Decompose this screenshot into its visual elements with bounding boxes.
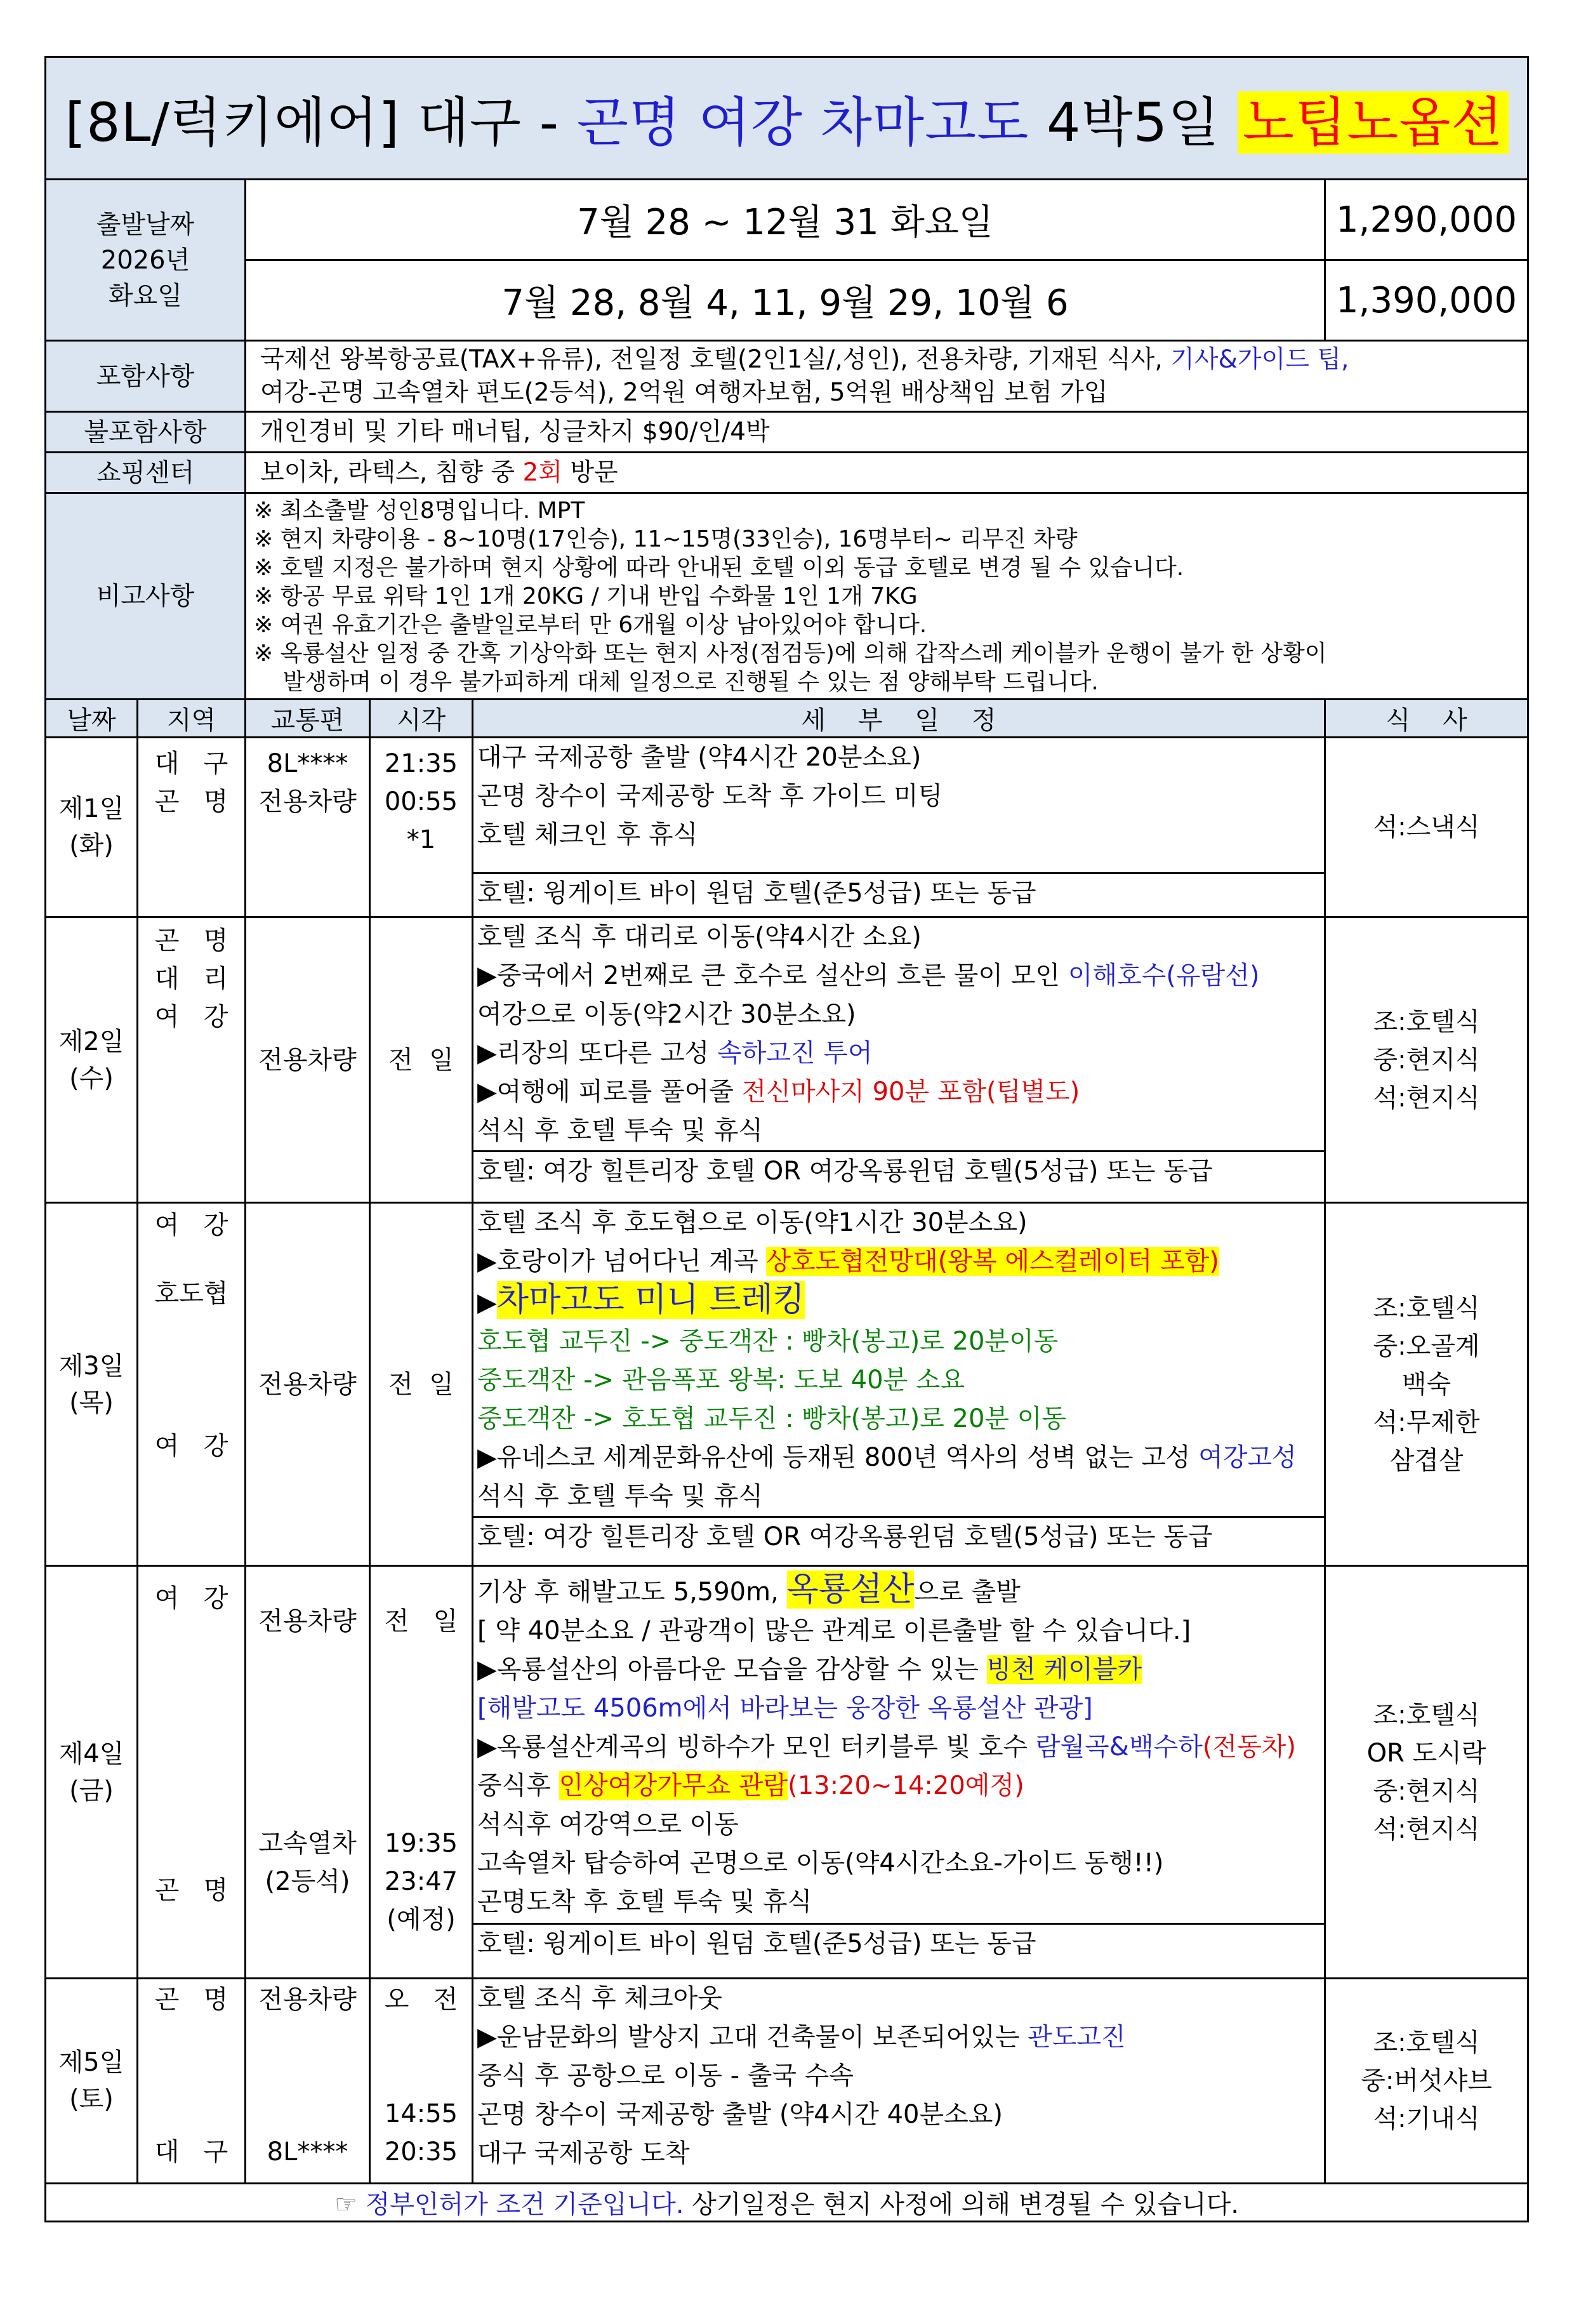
highlight-place: 속하고진 투어 [717, 1039, 873, 1068]
schedule-text: ▶옥룡설산의 아름다운 모습을 감상할 수 있는 [477, 1655, 987, 1684]
day-transport [246, 1979, 370, 2184]
header-time: 시각 [370, 700, 473, 738]
schedule-line: 대구 국제공항 도착 [477, 2139, 690, 2168]
day-meals [1325, 917, 1528, 1203]
title-prefix: [8L/럭키에어] 대구 - [65, 91, 577, 154]
flight: 8L**** [267, 749, 348, 778]
excluded-text: 개인경비 및 기타 매너팁, 싱글차지 $90/인/4박 [246, 412, 1528, 453]
meal: 조:호텔식 [1373, 1293, 1480, 1323]
day-label [46, 917, 138, 1203]
departure-label-line: 화요일 [109, 281, 182, 310]
day-row [46, 1979, 1528, 2184]
schedule-text: ▶리장의 또다른 고성 [477, 1039, 718, 1068]
highlight-mountain: 옥룡설산 [786, 1570, 915, 1609]
transport: 전용차량 [258, 787, 357, 816]
day-label [46, 1566, 138, 1979]
day-schedule [473, 1566, 1325, 1979]
schedule-line [473, 1073, 1324, 1112]
day-weekday: (토) [69, 2085, 114, 2114]
schedule-line: 대구 국제공항 출발 (약4시간 20분소요) [477, 743, 922, 772]
day-transport: 전용차량 [246, 1203, 370, 1566]
time: 20:35 [384, 2137, 458, 2167]
day-meals [1325, 738, 1528, 917]
day-meals [1325, 1566, 1528, 1979]
day-row [46, 738, 1528, 917]
day-row [46, 1203, 1528, 1566]
highlight-massage: 전신마사지 90분 포함(팁별도) [741, 1077, 1080, 1106]
remark-line: ※ 옥룡설산 일정 중 간혹 기상악화 또는 현지 사정(점검등)에 의해 갑작스레 케이블카 운행이 불가 한 상황이 [254, 640, 1327, 667]
schedule-text: ▶중국에서 2번째로 큰 호수로 설산의 흐른 물이 모인 [477, 961, 1068, 990]
time: (예정) [387, 1905, 456, 1934]
meal: 석:기내식 [1373, 2104, 1480, 2134]
shopping-text-a: 보이차, 라텍스, 침향 중 [260, 458, 523, 487]
day-weekday: (목) [69, 1388, 114, 1418]
footer-approval: 정부인허가 조건 기준입니다. [357, 2190, 684, 2219]
day-meals [1325, 1979, 1528, 2184]
highlight-trekking: 차마고도 미니 트레킹 [496, 1281, 805, 1319]
schedule-line: 고속열차 탑승하여 곤명으로 이동(약4시간소요-가이드 동행!!) [477, 1849, 1164, 1878]
meal: 삼겹살 [1389, 1445, 1464, 1475]
remark-line: ※ 여권 유효기간은 출발일로부터 만 6개월 이상 남아있어야 합니다. [254, 611, 927, 638]
schedule-line: 여강으로 이동(약2시간 30분소요) [477, 1000, 856, 1029]
departure-label [46, 180, 246, 341]
schedule-line: 호텔 조식 후 호도협으로 이동(약1시간 30분소요) [477, 1208, 1028, 1237]
region: 여 강 [154, 1584, 228, 1613]
meal: 중:버섯샤브 [1361, 2066, 1492, 2095]
price-2: 1,390,000 [1325, 260, 1528, 341]
remark-line: ※ 최소출발 성인8명입니다. MPT [254, 497, 585, 524]
included-line: 국제선 왕복항공료(TAX+유류), 전일정 호텔(2인1실/,성인), 전용차량, 기재된 식사, [260, 345, 1171, 374]
show-time: (13:20~14:20예정) [788, 1771, 1024, 1800]
schedule-line: 중식 후 공항으로 이동 - 출국 수속 [477, 2061, 854, 2090]
day-meals [1325, 1203, 1528, 1566]
highlight-place: 여강고성 [1198, 1443, 1297, 1472]
itinerary-sheet [44, 56, 1527, 2222]
schedule-line [473, 1281, 1324, 1322]
day-transport [246, 738, 370, 917]
departure-dates-1: 7월 28 ~ 12월 31 화요일 [246, 180, 1325, 260]
meal: 중:현지식 [1373, 1045, 1480, 1075]
included-text [246, 341, 1528, 412]
departure-label-line: 출발날짜 [96, 209, 195, 239]
meal: 백숙 [1401, 1369, 1452, 1399]
region: 대 구 [154, 2137, 228, 2167]
day-label [46, 738, 138, 917]
day-times [370, 1979, 473, 2184]
remark-line: ※ 호텔 지정은 불가하며 현지 상황에 따라 안내된 호텔 이외 동급 호텔로 변경 될 수 있습니다. [254, 554, 1184, 581]
schedule-text: 중식후 [477, 1771, 559, 1800]
day-weekday: (금) [69, 1776, 114, 1805]
highlight-show: 인상여강가무쇼 관람 [559, 1771, 788, 1800]
region: 여 강 [154, 1431, 228, 1461]
day-schedule [473, 1979, 1325, 2184]
included-label: 포함사항 [46, 341, 246, 412]
day-label [46, 1979, 138, 2184]
flight: 8L**** [267, 2137, 348, 2167]
region: 호도협 [154, 1279, 228, 1308]
highlight-place: 관도고진 [1028, 2022, 1126, 2052]
hotel-line: 호텔: 윙게이트 바이 원덤 호텔(준5성급) 또는 동급 [473, 1923, 1324, 1963]
meal: 조:호텔식 [1373, 1007, 1480, 1037]
pointing-hand-icon: ☞ [334, 2190, 357, 2219]
included-tip: 기사&가이드 팁, [1170, 345, 1349, 374]
day-label [46, 1203, 138, 1566]
day-number: 제2일 [58, 1026, 124, 1056]
day-schedule [473, 1203, 1325, 1566]
transport: 전용차량 [258, 1985, 357, 2014]
day-number: 제3일 [58, 1351, 124, 1381]
schedule-text: ▶운남문화의 발상지 고대 건축물이 보존되어있는 [477, 2022, 1028, 2052]
trek-step: 호도협 교두진 -> 중도객잔 : 빵차(봉고)로 20분이동 [477, 1327, 1059, 1356]
region: 대 리 [154, 964, 228, 993]
meal: 석:현지식 [1373, 1083, 1480, 1113]
trek-step: 중도객잔 -> 관음폭포 왕복: 도보 40분 소요 [477, 1365, 965, 1395]
time: 23:47 [384, 1867, 458, 1896]
highlight-transport: (전동차) [1202, 1732, 1297, 1762]
day-time: 전 일 [370, 917, 473, 1203]
time: 21:35 [384, 749, 458, 778]
transport: 전용차량 [258, 1607, 357, 1636]
meal: 중:현지식 [1373, 1776, 1480, 1806]
title-badge: 노팁노옵션 [1238, 91, 1509, 154]
shopping-text [246, 453, 1528, 493]
schedule-text: ▶호랑이가 넘어다닌 계곡 [477, 1247, 767, 1276]
remark-line: 발생하며 이 경우 불가피하게 대체 일정으로 진행될 수 있는 점 양해부탁 드립니다. [254, 668, 1099, 695]
day-transport [246, 1566, 370, 1979]
time: 14:55 [384, 2099, 458, 2128]
day-number: 제1일 [58, 794, 124, 823]
highlight-place: 람월곡&백수하 [1035, 1732, 1203, 1762]
time: *1 [406, 825, 436, 854]
remarks-text [246, 493, 1528, 700]
schedule-line [473, 1728, 1324, 1767]
day-number: 제5일 [58, 2048, 124, 2077]
meal: 석:무제한 [1373, 1407, 1480, 1437]
region: 곤 명 [154, 1985, 228, 2014]
schedule-line: [ 약 40분소요 / 관광객이 많은 관계로 이른출발 할 수 있습니다.] [477, 1616, 1191, 1645]
day-times [370, 1566, 473, 1979]
meal: 석:현지식 [1373, 1814, 1480, 1844]
day-regions [138, 1979, 246, 2184]
day-weekday: (수) [69, 1063, 114, 1093]
day-regions [138, 1566, 246, 1979]
day-row [46, 1566, 1528, 1979]
meal: 중:오골계 [1373, 1331, 1480, 1361]
day-time: 전 일 [370, 1203, 473, 1566]
included-line: 여강-곤명 고속열차 편도(2등석), 2억원 여행자보험, 5억원 배상책임 보험 가입 [260, 378, 1108, 407]
header-date: 날짜 [46, 700, 138, 738]
transport: 고속열차 [258, 1829, 357, 1858]
schedule-line: 곤명도착 후 호텔 투숙 및 휴식 [477, 1887, 812, 1916]
hotel-line: 호텔: 여강 힐튼리장 호텔 OR 여강옥룡윈덤 호텔(5성급) 또는 동급 [473, 1516, 1324, 1557]
meal: 조:호텔식 [1373, 2028, 1480, 2057]
price-1: 1,290,000 [1325, 180, 1528, 260]
header-schedule: 세 부 일 정 [473, 700, 1325, 738]
schedule-line [473, 1767, 1324, 1805]
remark-line: ※ 현지 차량이용 - 8~10명(17인승), 11~15명(33인승), 16명부터~ 리무진 차량 [254, 526, 1078, 552]
day-transport: 전용차량 [246, 917, 370, 1203]
day-regions [138, 1203, 246, 1566]
day-regions [138, 738, 246, 917]
schedule-header [46, 700, 1528, 738]
schedule-line [473, 1034, 1324, 1073]
header-region: 지역 [138, 700, 246, 738]
schedule-text: 기상 후 해발고도 5,590m, [477, 1577, 787, 1607]
highlight-place: 이해호수(유람선) [1068, 961, 1260, 990]
meal: 석:스낵식 [1373, 813, 1480, 842]
shopping-text-c: 방문 [562, 458, 618, 487]
title-route: 곤명 여강 차마고도 [576, 91, 1029, 154]
departure-dates-2: 7월 28, 8월 4, 11, 9월 29, 10월 6 [246, 260, 1325, 341]
schedule-text: ▶옥룡설산계곡의 빙하수가 모인 터키블루 빛 호수 [477, 1732, 1036, 1762]
meal: OR 도시락 [1366, 1738, 1486, 1768]
region: 여 강 [154, 1211, 228, 1240]
region: 여 강 [154, 1002, 228, 1032]
highlight-observatory: 상호도협전망대(왕복 에스컬레이터 포함) [766, 1247, 1219, 1276]
schedule-text: ▶ [477, 1288, 497, 1317]
day-times [370, 738, 473, 917]
schedule-line: [해발고도 4506m에서 바라보는 웅장한 옥룡설산 관광] [477, 1694, 1093, 1723]
schedule-line [473, 1242, 1324, 1281]
schedule-line [473, 1438, 1324, 1477]
schedule-line [473, 1650, 1324, 1689]
day-weekday: (화) [69, 831, 114, 860]
time: 19:35 [384, 1829, 458, 1858]
region: 곤 명 [154, 1876, 228, 1905]
day-schedule [473, 917, 1325, 1203]
region: 대 구 [154, 749, 228, 778]
day-number: 제4일 [58, 1739, 124, 1769]
schedule-line: 석식 후 호텔 투숙 및 휴식 [477, 1482, 763, 1511]
schedule-text: ▶여행에 피로를 풀어줄 [477, 1077, 742, 1106]
meal: 조:호텔식 [1373, 1700, 1480, 1730]
itinerary-table [44, 56, 1529, 2222]
schedule-line: 곤명 창수이 국제공항 출발 (약4시간 40분소요) [477, 2100, 1003, 2129]
excluded-label: 불포함사항 [46, 412, 246, 453]
title-duration: 4박5일 [1029, 91, 1238, 154]
footer-notice: 상기일정은 현지 사정에 의해 변경될 수 있습니다. [684, 2190, 1239, 2219]
region: 곤 명 [154, 787, 228, 816]
remarks-label: 비고사항 [46, 493, 246, 700]
schedule-text: ▶유네스코 세계문화유산에 등재된 800년 역사의 성벽 없는 고성 [477, 1443, 1199, 1472]
schedule-line: 호텔 조식 후 체크아웃 [477, 1984, 722, 2013]
schedule-line [473, 1567, 1324, 1612]
schedule-line: 석식후 여강역으로 이동 [477, 1810, 739, 1839]
schedule-line [473, 2018, 1324, 2057]
header-transport: 교통편 [246, 700, 370, 738]
remark-line: ※ 항공 무료 위탁 1인 1개 20KG / 기내 반입 수화물 1인 1개 7KG [254, 583, 918, 609]
header-meal: 식 사 [1325, 700, 1528, 738]
transport-class: (2등석) [265, 1867, 350, 1896]
page-title [46, 57, 1528, 180]
day-row [46, 917, 1528, 1203]
time: 00:55 [384, 787, 458, 816]
schedule-text: 으로 출발 [914, 1577, 1021, 1607]
day-schedule [473, 738, 1325, 917]
day-regions [138, 917, 246, 1203]
hotel-line: 호텔: 윙게이트 바이 원덤 호텔(준5성급) 또는 동급 [473, 872, 1324, 913]
schedule-line: 석식 후 호텔 투숙 및 휴식 [477, 1116, 763, 1145]
schedule-line: 호텔 체크인 후 휴식 [477, 820, 698, 849]
footer-note [46, 2184, 1528, 2222]
time: 전 일 [384, 1607, 458, 1636]
schedule-line: 호텔 조식 후 대리로 이동(약4시간 소요) [477, 922, 922, 952]
trek-step: 중도객잔 -> 호도협 교두진 : 빵차(봉고)로 20분 이동 [477, 1404, 1067, 1433]
shopping-count: 2회 [522, 458, 562, 487]
highlight-cablecar: 빙천 케이블카 [986, 1655, 1142, 1684]
time: 오 전 [384, 1985, 458, 2014]
departure-label-line: 2026년 [100, 245, 190, 275]
schedule-line: 곤명 창수이 국제공항 도착 후 가이드 미팅 [477, 781, 943, 811]
hotel-line: 호텔: 여강 힐튼리장 호텔 OR 여강옥룡윈덤 호텔(5성급) 또는 동급 [473, 1150, 1324, 1191]
schedule-line [473, 957, 1324, 995]
region: 곤 명 [154, 926, 228, 955]
shopping-label: 쇼핑센터 [46, 453, 246, 493]
